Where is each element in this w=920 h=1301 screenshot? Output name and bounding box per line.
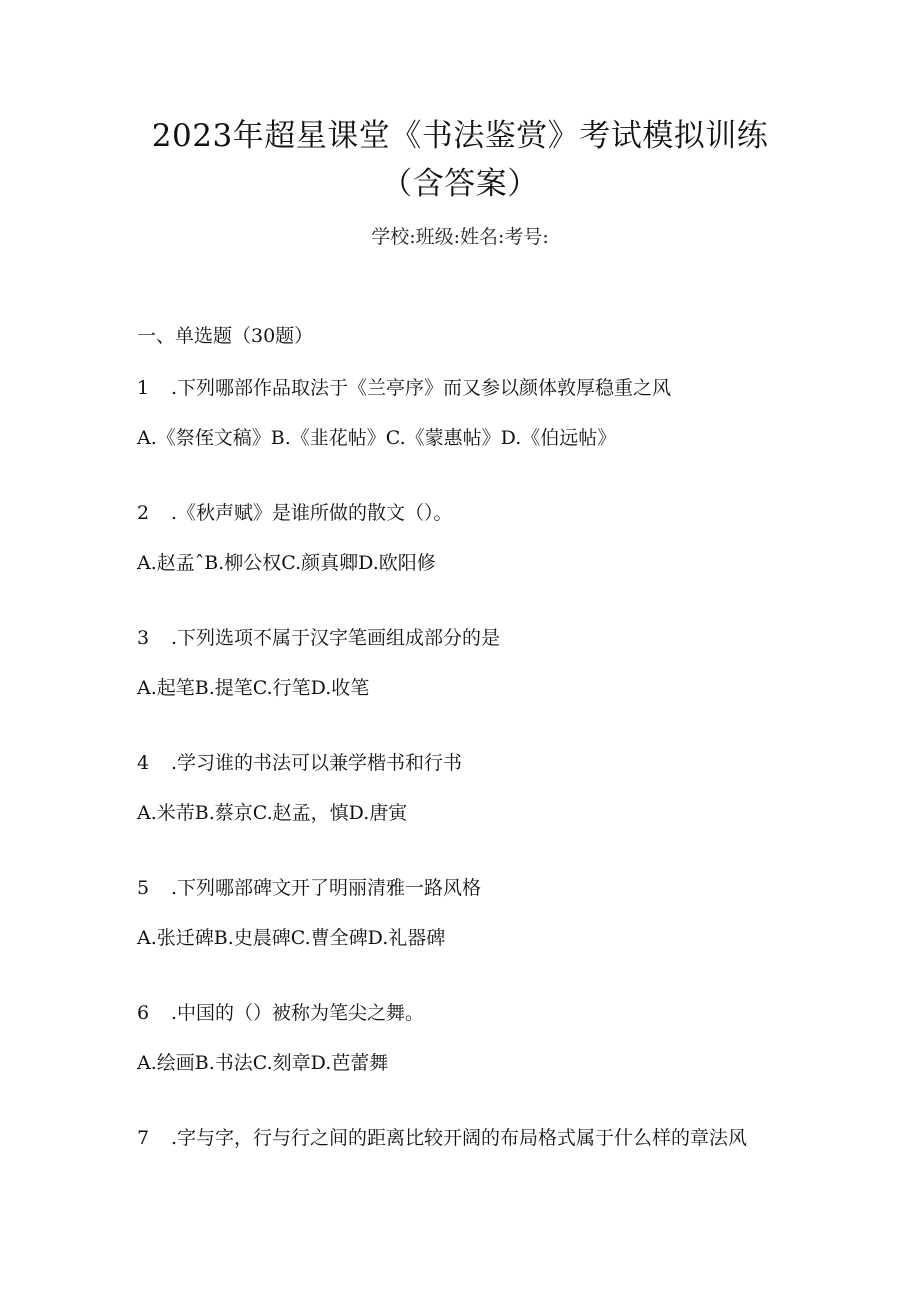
question-text xyxy=(137,499,453,527)
question-text xyxy=(137,624,500,652)
question-stem: .下列哪部碑文开了明丽清雅一路风格 xyxy=(171,877,482,899)
question-text xyxy=(137,374,671,402)
question-item xyxy=(137,374,857,499)
question-text xyxy=(137,999,424,1027)
question-options: A.米芾B.蔡京C.赵孟，慎D.唐寅 xyxy=(137,802,408,824)
question-options: A.绘画B.书法C.刻章D.芭蕾舞 xyxy=(137,1052,389,1074)
question-number: 3 xyxy=(137,627,150,649)
question-list xyxy=(137,374,857,1249)
question-stem: .《秋声赋》是谁所做的散文（）。 xyxy=(171,502,453,524)
question-stem: .中国的（）被称为笔尖之舞。 xyxy=(171,1002,425,1024)
question-item xyxy=(137,749,857,874)
question-options: A.张迁碑B.史晨碑C.曹全碑D.礼器碑 xyxy=(137,927,446,949)
section-heading: 一、单选题（30题） xyxy=(137,325,314,347)
question-item xyxy=(137,624,857,749)
student-info-line: 学校:班级:姓名:考号: xyxy=(371,226,549,248)
question-number: 4 xyxy=(137,752,150,774)
document-title-line2: （含答案） xyxy=(381,166,539,202)
question-item xyxy=(137,1124,857,1249)
question-options: A.《祭侄文稿》B.《韭花帖》C.《蒙惠帖》D.《伯远帖》 xyxy=(137,427,617,449)
question-stem: .下列哪部作品取法于《兰亭序》而又参以颜体敦厚稳重之风 xyxy=(171,377,672,399)
question-number: 5 xyxy=(137,877,150,899)
question-number: 6 xyxy=(137,1002,150,1024)
question-number: 2 xyxy=(137,502,150,524)
question-number: 7 xyxy=(137,1127,150,1149)
question-options: A.赵孟ˆB.柳公权C.颜真卿D.欧阳修 xyxy=(137,552,436,574)
document-title-line1: 2023年超星课堂《书法鉴赏》考试模拟训练 xyxy=(151,118,769,154)
question-stem: .下列选项不属于汉字笔画组成部分的是 xyxy=(171,627,501,649)
question-text xyxy=(137,749,462,777)
question-stem: .字与字，行与行之间的距离比较开阔的布局格式属于什么样的章法风 xyxy=(171,1127,748,1149)
question-item xyxy=(137,874,857,999)
question-options: A.起笔B.提笔C.行笔D.收笔 xyxy=(137,677,370,699)
question-text xyxy=(137,874,481,902)
question-number: 1 xyxy=(137,377,150,399)
question-item xyxy=(137,999,857,1124)
question-stem: .学习谁的书法可以兼学楷书和行书 xyxy=(171,752,463,774)
question-text xyxy=(137,1124,747,1152)
question-item xyxy=(137,499,857,624)
